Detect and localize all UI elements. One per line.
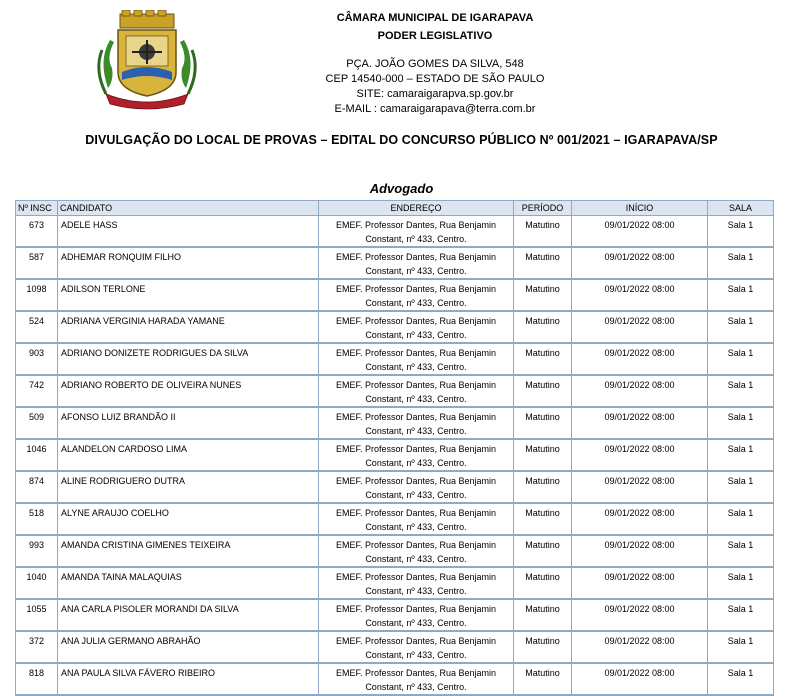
coat-of-arms-icon [92, 10, 202, 110]
row-endereco [319, 599, 514, 631]
row-endereco [319, 375, 514, 407]
row-inicio: 09/01/2022 08:00 [572, 216, 708, 248]
row-periodo: Matutino [514, 567, 572, 599]
address-line-2: Constant, nº 433, Centro. [365, 458, 467, 468]
row-periodo: Matutino [514, 279, 572, 311]
row-candidato: ADRIANO ROBERTO DE OLIVEIRA NUNES [58, 375, 319, 407]
table-row [16, 311, 774, 343]
row-endereco [319, 439, 514, 471]
row-insc: 524 [16, 311, 58, 343]
address-line-1: EMEF. Professor Dantes, Rua Benjamin [335, 252, 497, 262]
row-periodo: Matutino [514, 503, 572, 535]
row-candidato: AFONSO LUIZ BRANDÃO II [58, 407, 319, 439]
row-insc: 874 [16, 471, 58, 503]
address-line-1: EMEF. Professor Dantes, Rua Benjamin [335, 668, 497, 678]
row-candidato: ALYNE ARAUJO COELHO [58, 503, 319, 535]
row-insc: 818 [16, 663, 58, 695]
candidates-table [15, 200, 774, 696]
address-line-1: EMEF. Professor Dantes, Rua Benjamin [335, 444, 497, 454]
row-sala: Sala 1 [708, 343, 774, 375]
table-row [16, 407, 774, 439]
address-line-2: Constant, nº 433, Centro. [365, 330, 467, 340]
address-line-2: Constant, nº 433, Centro. [365, 682, 467, 692]
row-endereco [319, 279, 514, 311]
table-row [16, 567, 774, 599]
row-endereco [319, 535, 514, 567]
row-endereco [319, 343, 514, 375]
row-inicio: 09/01/2022 08:00 [572, 631, 708, 663]
table-row [16, 279, 774, 311]
row-insc: 518 [16, 503, 58, 535]
document-title: DIVULGAÇÃO DO LOCAL DE PROVAS – EDITAL DO CONCURSO PÚBLICO Nº 001/2021 – IGARAPAVA/SP [85, 133, 718, 147]
table-row [16, 503, 774, 535]
cep-line: CEP 14540-000 – ESTADO DE SÃO PAULO [325, 73, 545, 85]
row-sala: Sala 1 [708, 471, 774, 503]
address-line-2: Constant, nº 433, Centro. [365, 618, 467, 628]
address-line-2: Constant, nº 433, Centro. [365, 554, 467, 564]
row-periodo: Matutino [514, 439, 572, 471]
address-line-1: EMEF. Professor Dantes, Rua Benjamin [335, 284, 497, 294]
row-inicio: 09/01/2022 08:00 [572, 599, 708, 631]
row-periodo: Matutino [514, 599, 572, 631]
row-candidato: ANA PAULA SILVA FÁVERO RIBEIRO [58, 663, 319, 695]
row-candidato: AMANDA TAINA MALAQUIAS [58, 567, 319, 599]
address-line-2: Constant, nº 433, Centro. [365, 394, 467, 404]
address-line-1: EMEF. Professor Dantes, Rua Benjamin [335, 380, 497, 390]
row-inicio: 09/01/2022 08:00 [572, 567, 708, 599]
header-insc: Nº INSC [16, 201, 58, 216]
row-candidato: ALANDELON CARDOSO LIMA [58, 439, 319, 471]
row-endereco [319, 631, 514, 663]
address-line-1: EMEF. Professor Dantes, Rua Benjamin [335, 636, 497, 646]
row-periodo: Matutino [514, 247, 572, 279]
row-candidato: ADILSON TERLONE [58, 279, 319, 311]
row-insc: 1046 [16, 439, 58, 471]
row-insc: 587 [16, 247, 58, 279]
row-candidato: AMANDA CRISTINA GIMENES TEIXEIRA [58, 535, 319, 567]
address-line-2: Constant, nº 433, Centro. [365, 426, 467, 436]
row-periodo: Matutino [514, 375, 572, 407]
address-line-2: Constant, nº 433, Centro. [365, 650, 467, 660]
row-candidato: ALINE RODRIGUERO DUTRA [58, 471, 319, 503]
row-insc: 1098 [16, 279, 58, 311]
header-periodo: PERÍODO [514, 201, 572, 216]
row-candidato: ADHEMAR RONQUIM FILHO [58, 247, 319, 279]
address-line-1: EMEF. Professor Dantes, Rua Benjamin [335, 316, 497, 326]
row-periodo: Matutino [514, 407, 572, 439]
row-periodo: Matutino [514, 631, 572, 663]
header-sala: SALA [708, 201, 774, 216]
row-insc: 372 [16, 631, 58, 663]
site-line[interactable]: SITE: camaraigarapva.sp.gov.br [356, 88, 514, 100]
row-sala: Sala 1 [708, 503, 774, 535]
address-line-1: EMEF. Professor Dantes, Rua Benjamin [335, 540, 497, 550]
row-sala: Sala 1 [708, 247, 774, 279]
address-line: PÇA. JOÃO GOMES DA SILVA, 548 [346, 58, 524, 70]
row-insc: 903 [16, 343, 58, 375]
row-periodo: Matutino [514, 663, 572, 695]
row-inicio: 09/01/2022 08:00 [572, 311, 708, 343]
row-endereco [319, 471, 514, 503]
row-insc: 509 [16, 407, 58, 439]
row-sala: Sala 1 [708, 311, 774, 343]
row-candidato: ADRIANA VERGINIA HARADA YAMANE [58, 311, 319, 343]
address-line-2: Constant, nº 433, Centro. [365, 234, 467, 244]
address-line-2: Constant, nº 433, Centro. [365, 586, 467, 596]
address-line-2: Constant, nº 433, Centro. [365, 298, 467, 308]
table-row [16, 631, 774, 663]
row-periodo: Matutino [514, 471, 572, 503]
row-candidato: ADRIANO DONIZETE RODRIGUES DA SILVA [58, 343, 319, 375]
header-endereco: ENDEREÇO [319, 201, 514, 216]
table-row [16, 247, 774, 279]
row-sala: Sala 1 [708, 599, 774, 631]
section-title: Advogado [369, 181, 434, 196]
address-line-2: Constant, nº 433, Centro. [365, 522, 467, 532]
row-candidato: ADELE HASS [58, 216, 319, 248]
row-inicio: 09/01/2022 08:00 [572, 439, 708, 471]
row-inicio: 09/01/2022 08:00 [572, 471, 708, 503]
table-row [16, 599, 774, 631]
row-endereco [319, 247, 514, 279]
address-line-1: EMEF. Professor Dantes, Rua Benjamin [335, 604, 497, 614]
row-inicio: 09/01/2022 08:00 [572, 663, 708, 695]
row-sala: Sala 1 [708, 663, 774, 695]
row-endereco [319, 567, 514, 599]
row-insc: 1040 [16, 567, 58, 599]
table-row [16, 216, 774, 248]
row-insc: 1055 [16, 599, 58, 631]
row-sala: Sala 1 [708, 567, 774, 599]
row-endereco [319, 216, 514, 248]
address-line-1: EMEF. Professor Dantes, Rua Benjamin [335, 220, 497, 230]
table-row [16, 471, 774, 503]
row-sala: Sala 1 [708, 631, 774, 663]
row-periodo: Matutino [514, 216, 572, 248]
row-inicio: 09/01/2022 08:00 [572, 535, 708, 567]
row-insc: 673 [16, 216, 58, 248]
table-row [16, 375, 774, 407]
email-line[interactable]: E-MAIL : camaraigarapava@terra.com.br [334, 103, 536, 115]
row-endereco [319, 503, 514, 535]
row-inicio: 09/01/2022 08:00 [572, 247, 708, 279]
row-sala: Sala 1 [708, 375, 774, 407]
row-inicio: 09/01/2022 08:00 [572, 343, 708, 375]
row-inicio: 09/01/2022 08:00 [572, 503, 708, 535]
address-line-1: EMEF. Professor Dantes, Rua Benjamin [335, 348, 497, 358]
row-sala: Sala 1 [708, 535, 774, 567]
address-line-2: Constant, nº 433, Centro. [365, 490, 467, 500]
table-row [16, 535, 774, 567]
address-line-2: Constant, nº 433, Centro. [365, 266, 467, 276]
row-periodo: Matutino [514, 311, 572, 343]
address-line-1: EMEF. Professor Dantes, Rua Benjamin [335, 412, 497, 422]
branch-name: PODER LEGISLATIVO [377, 30, 493, 42]
institution-name: CÂMARA MUNICIPAL DE IGARAPAVA [336, 12, 534, 24]
row-insc: 742 [16, 375, 58, 407]
table-row [16, 439, 774, 471]
row-periodo: Matutino [514, 343, 572, 375]
row-sala: Sala 1 [708, 407, 774, 439]
row-inicio: 09/01/2022 08:00 [572, 375, 708, 407]
row-inicio: 09/01/2022 08:00 [572, 279, 708, 311]
row-candidato: ANA CARLA PISOLER MORANDI DA SILVA [58, 599, 319, 631]
row-inicio: 09/01/2022 08:00 [572, 407, 708, 439]
address-line-2: Constant, nº 433, Centro. [365, 362, 467, 372]
table-header-row [16, 201, 774, 216]
address-line-1: EMEF. Professor Dantes, Rua Benjamin [335, 476, 497, 486]
row-insc: 993 [16, 535, 58, 567]
address-line-1: EMEF. Professor Dantes, Rua Benjamin [335, 572, 497, 582]
row-endereco [319, 311, 514, 343]
row-periodo: Matutino [514, 535, 572, 567]
row-endereco [319, 663, 514, 695]
row-endereco [319, 407, 514, 439]
table-row [16, 663, 774, 695]
table-row [16, 343, 774, 375]
row-sala: Sala 1 [708, 216, 774, 248]
header-inicio: INÍCIO [572, 201, 708, 216]
row-sala: Sala 1 [708, 279, 774, 311]
row-candidato: ANA JULIA GERMANO ABRAHÃO [58, 631, 319, 663]
header-candidato: CANDIDATO [58, 201, 319, 216]
row-sala: Sala 1 [708, 439, 774, 471]
address-line-1: EMEF. Professor Dantes, Rua Benjamin [335, 508, 497, 518]
